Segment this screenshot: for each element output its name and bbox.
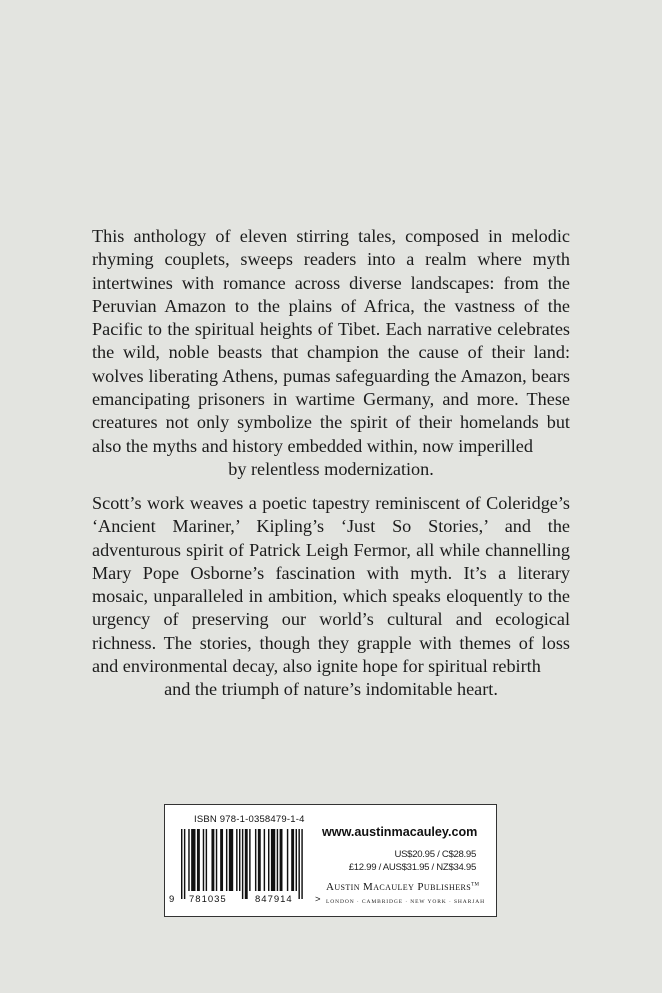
barcode-bar	[264, 829, 265, 891]
barcode-bar	[220, 829, 223, 891]
barcode-bar	[255, 829, 256, 891]
barcode-bar	[181, 829, 182, 899]
barcode-bar	[239, 829, 240, 891]
barcode-bar	[258, 829, 261, 891]
barcode-bar	[249, 829, 250, 891]
barcode-bar	[188, 829, 189, 891]
barcode-bar	[280, 829, 283, 891]
publisher-website: www.austinmacauley.com	[322, 825, 478, 839]
barcode-bar	[291, 829, 294, 891]
barcode-bar	[277, 829, 278, 891]
publisher-trademark: TM	[471, 882, 480, 888]
barcode-bar	[236, 829, 237, 891]
barcode-bars	[179, 829, 315, 901]
barcode-digit-lead: 9	[169, 894, 175, 905]
barcode-bar	[211, 829, 214, 891]
barcode-bar	[206, 829, 207, 891]
barcode-panel	[164, 804, 497, 917]
barcode-digits-right: 847914	[255, 894, 293, 905]
barcode-bar	[197, 829, 200, 891]
publisher-logo	[326, 881, 479, 893]
barcode-bar	[296, 829, 297, 891]
barcode-bar	[229, 829, 233, 891]
barcode-bar	[298, 829, 299, 899]
blurb-paragraph-1-body: This anthology of eleven stirring tales, composed in melodic rhyming couplets, sweeps readers into a realm where myth intertwines with romance across diverse landscapes: from the Peruvian Amazon to the plains of Africa, the vastness of the Pacific to the spiritual heights of Tibet. Each narrative celebrates the wild, noble beasts that champion the cause of their land: wolves liberating Athens, pumas safeguarding the Amazon, bears emancipating prisoners in wartime Germany, and more. These creatures not only symbolize the spirit of their homelands but also the myths and history embedded within, now imperilled	[92, 226, 570, 456]
price-line-1: US$20.95 / C$28.95	[394, 849, 476, 860]
publisher-name: Austin Macauley Publishers	[326, 881, 472, 893]
barcode-bar	[216, 829, 217, 891]
blurb-paragraph-2-last-line: and the triumph of nature’s indomitable heart.	[164, 679, 498, 700]
isbn-label: ISBN 978-1-0358479-1-4	[194, 814, 305, 825]
blurb-paragraph-2-body: Scott’s work weaves a poetic tapestry reminiscent of Coleridge’s ‘Ancient Mariner,’ Kipling’s ‘Just So Stories,’ and the adventurous spirit of Patrick Leigh Fermor, all while channelling Mary Pope Osborne’s fascination with myth. It’s a literary mosaic, unparalleled in ambition, which speaks eloquently to the urgency of preserving our world’s cultural and ecological richness. The stories, though they grapple with themes of loss and environmental decay, also ignite hope for spiritual rebirth	[92, 493, 570, 677]
barcode-bar	[245, 829, 248, 899]
publisher-cities: LONDON · CAMBRIDGE · NEW YORK · SHARJAH	[326, 899, 486, 905]
barcode-bar	[301, 829, 302, 899]
barcode-bar	[287, 829, 288, 891]
barcode-bar	[226, 829, 227, 891]
price-line-2: £12.99 / AUS$31.95 / NZ$34.95	[348, 862, 476, 873]
blurb-paragraph-1	[92, 225, 570, 481]
barcode-bar	[268, 829, 269, 891]
barcode-bar	[191, 829, 195, 891]
barcode-bar	[271, 829, 275, 891]
blurb-paragraph-1-last-line: by relentless modernization.	[228, 458, 434, 479]
barcode-bar	[184, 829, 185, 899]
barcode-arrow: >	[315, 894, 321, 905]
barcode-bar	[242, 829, 243, 899]
barcode-digits-left: 781035	[189, 894, 227, 905]
blurb-paragraph-2	[92, 492, 570, 702]
barcode-bar	[203, 829, 204, 891]
